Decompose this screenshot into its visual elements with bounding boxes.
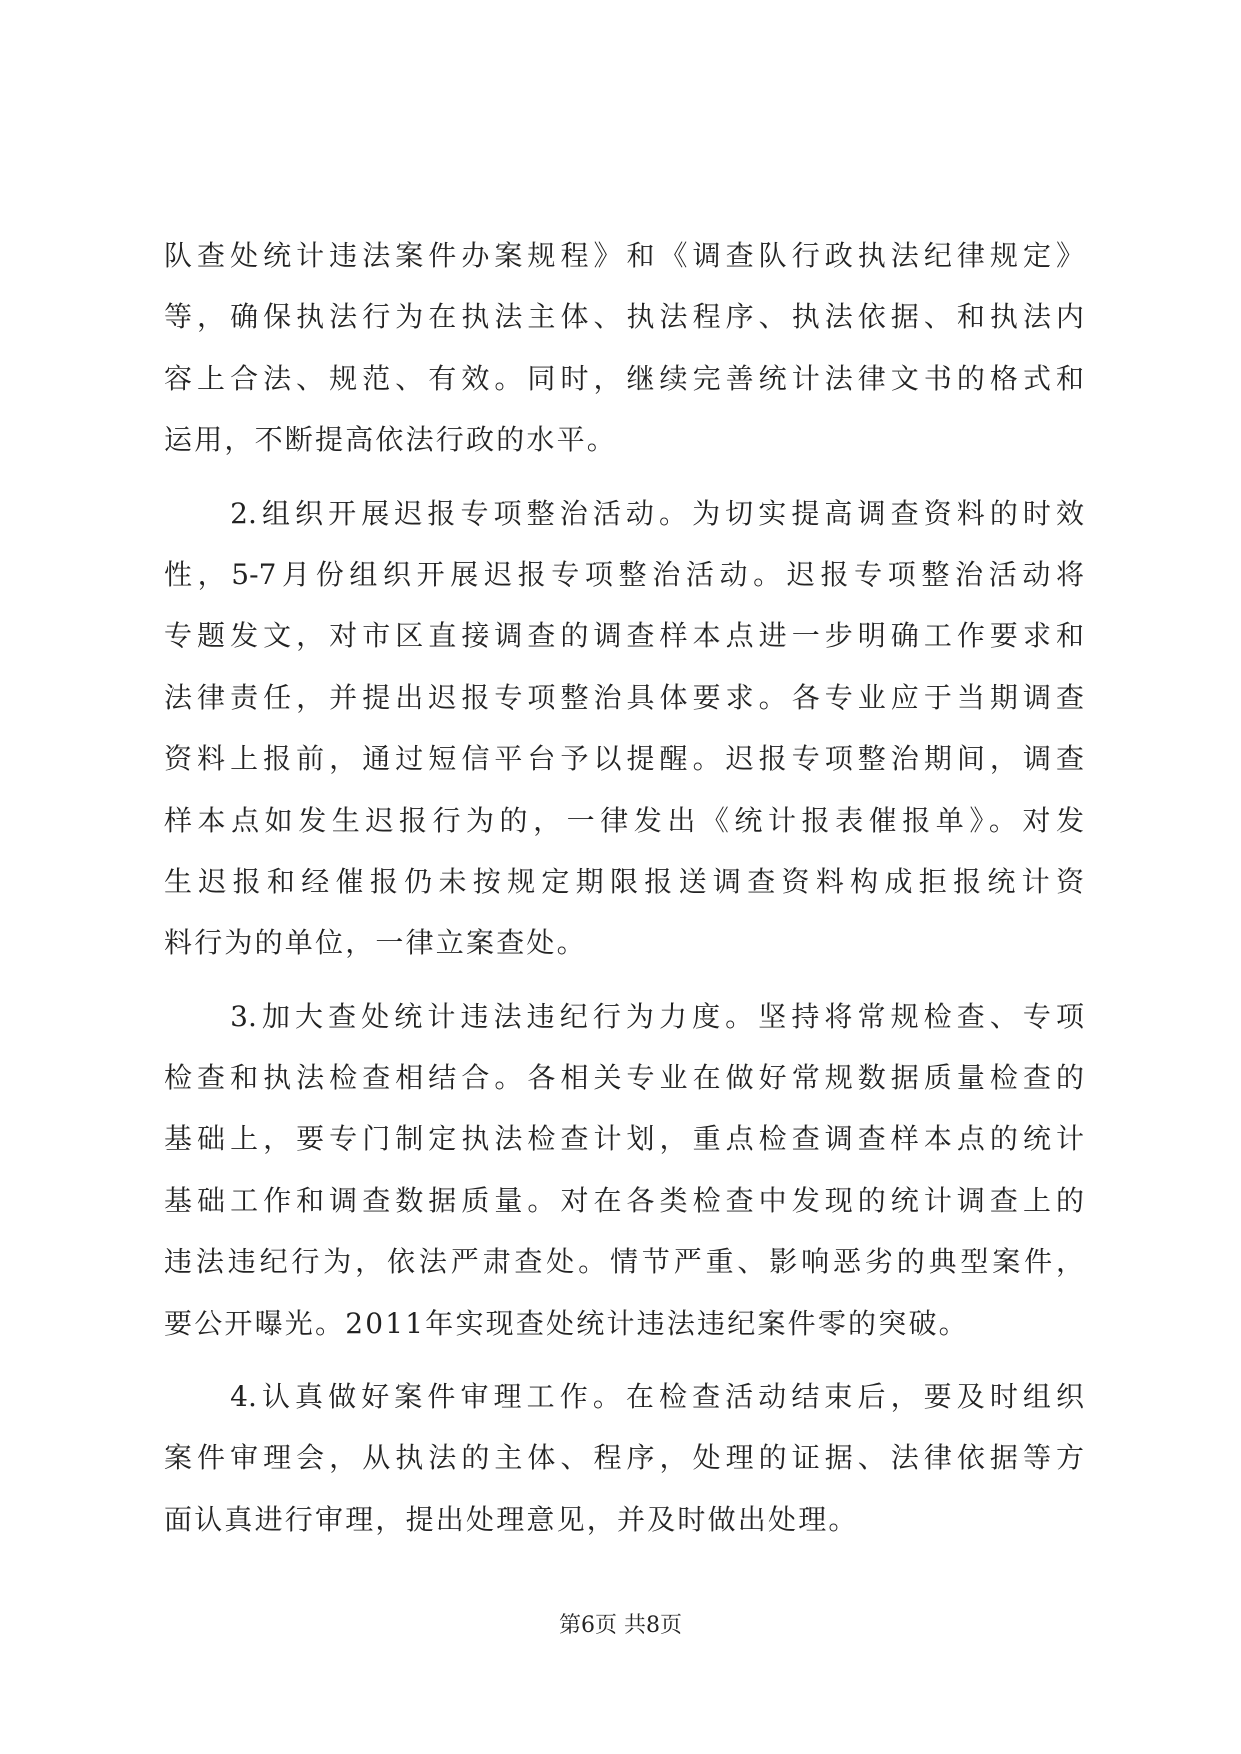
paragraph-2 xyxy=(164,483,1084,974)
paragraph-1 xyxy=(164,225,1084,471)
text-line: 生迟报和经催报仍未按规定期限报送调查资料构成拒报统计资 xyxy=(164,864,1084,898)
text-line: 检查和执法检查相结合。各相关专业在做好常规数据质量检查的 xyxy=(164,1061,1084,1095)
text-line: 基础上，要专门制定执法检查计划，重点检查调查样本点的统计 xyxy=(164,1122,1084,1156)
text-line: 2.组织开展迟报专项整治活动。为切实提高调查资料的时效 xyxy=(164,496,1084,530)
text-line: 面认真进行审理，提出处理意见，并及时做出处理。 xyxy=(164,1502,859,1536)
text-line: 资料上报前，通过短信平台予以提醒。迟报专项整治期间，调查 xyxy=(164,742,1084,776)
document-body xyxy=(164,225,1084,1550)
text-line: 样本点如发生迟报行为的，一律发出《统计报表催报单》。对发 xyxy=(164,803,1084,837)
text-line: 料行为的单位，一律立案查处。 xyxy=(164,926,587,960)
text-line: 案件审理会，从执法的主体、程序，处理的证据、法律依据等方 xyxy=(164,1441,1084,1475)
page-number-footer: 第6页 共8页 xyxy=(559,1613,682,1638)
text-line: 基础工作和调查数据质量。对在各类检查中发现的统计调查上的 xyxy=(164,1183,1084,1217)
text-line: 运用，不断提高依法行政的水平。 xyxy=(164,423,618,457)
text-line: 等，确保执法行为在执法主体、执法程序、执法依据、和执法内 xyxy=(164,300,1084,334)
text-line: 专题发文，对市区直接调查的调查样本点进一步明确工作要求和 xyxy=(164,619,1084,653)
text-line: 性，5-7月份组织开展迟报专项整治活动。迟报专项整治活动将 xyxy=(164,557,1084,591)
text-line: 要公开曝光。2011年实现查处统计违法违纪案件零的突破。 xyxy=(164,1306,969,1340)
text-line: 4.认真做好案件审理工作。在检查活动结束后，要及时组织 xyxy=(164,1380,1084,1414)
text-line: 容上合法、规范、有效。同时，继续完善统计法律文书的格式和 xyxy=(164,361,1084,395)
text-line: 队查处统计违法案件办案规程》和《调查队行政执法纪律规定》 xyxy=(164,239,1084,272)
paragraph-4 xyxy=(164,1366,1084,1550)
paragraph-3 xyxy=(164,986,1084,1354)
text-line: 3.加大查处统计违法违纪行为力度。坚持将常规检查、专项 xyxy=(164,999,1084,1033)
text-line: 法律责任，并提出迟报专项整治具体要求。各专业应于当期调查 xyxy=(164,680,1084,714)
text-line: 违法违纪行为，依法严肃查处。情节严重、影响恶劣的典型案件， xyxy=(164,1245,1084,1279)
